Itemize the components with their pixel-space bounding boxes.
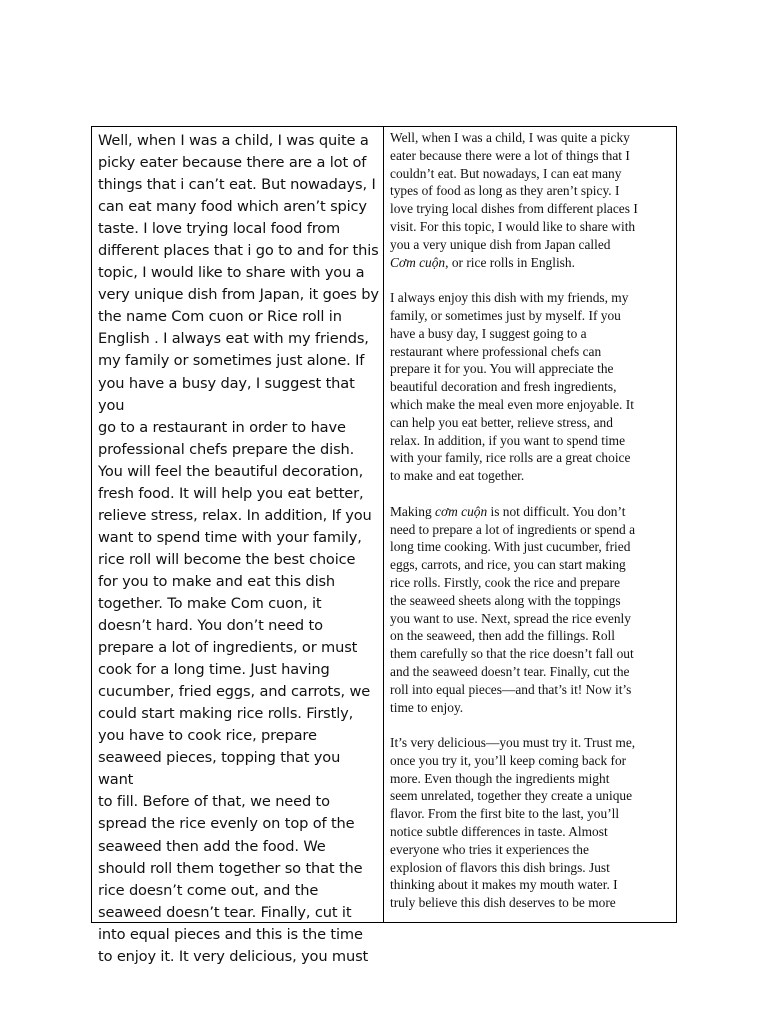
revised-p3-text-start: Making — [390, 503, 436, 519]
revised-p3-dish-name: cơm cuộn — [435, 503, 488, 519]
comparison-table — [91, 126, 677, 965]
revised-paragraph-3 — [390, 503, 671, 717]
revised-p1-text-end: , or rice rolls in English. — [445, 254, 575, 270]
revised-paragraph-2: I always enjoy this dish with my friends, my family, or sometimes just by myself. If you have a busy day, I suggest going to a restaurant where professional chefs can prepare it for you. You will appreciate the beautiful decoration and fresh ingredients, which make the meal even more enjoyable. It can help you eat better, relieve stress, and relax. In addition, if you want to spend time with your family, rice rolls are a great choice to make and eat together. — [390, 290, 634, 484]
revised-p3-text: is not difficult. You don’t need to prepare a lot of ingredients or spend a long time cooking. With just cucumber, fried eggs, carrots, and rice, you can start making rice rolls. Firstly, cook the rice and prepare the seaweed sheets along with the toppings you want to use. Next, spread the rice evenly on the seaweed, then add the fillings. Roll them carefully so that the rice doesn’t fall out and the seaweed doesn’t tear. Finally, cut the roll into equal pieces—and that’s it! Now it’s time to enjoy. — [390, 503, 636, 715]
revised-p1-dish-name: Cơm cuộn — [390, 254, 446, 270]
revised-text-column — [384, 127, 676, 922]
original-text-column: Well, when I was a child, I was quite a picky eater because there are a lot of things that i can’t eat. But nowadays, I can eat many food which aren’t spicy taste. I love trying local food from different places that i go to and for this topic, I would like to share with you a very unique dish from Japan, it goes by the name Com cuon or Rice roll in English . I always eat with my friends, my family or sometimes just alone. If you have a busy day, I suggest that you go to a restaurant in order to have professional chefs prepare the dish. You will feel the beautiful decoration, fresh food. It will help you eat better, relieve stress, relax. In addition, If you want to spend time with your family, rice roll will become the best choice for you to make and eat this dish together. To make Com cuon, it doesn’t hard. You don’t need to prepare a lot of ingredients, or must cook for a long time. Just having cucumber, fried eggs, and carrots, we could start making rice rolls. Firstly, you have to cook rice, prepare seaweed pieces, topping that you want to fill. Before of that, we need to spread the rice evenly on top of the seaweed then add the food. We should roll them together so that the rice doesn’t come out, and the seaweed doesn’t tear. Finally, cut it into equal pieces and this is the time to enjoy it. It very delicious, you must — [92, 127, 384, 922]
revised-paragraph-4: It’s very delicious—you must try it. Trust me, once you try it, you’ll keep coming back for more. Even though the ingredients might seem unrelated, together they create a unique flavor. From the first bite to the last, you’ll notice subtle differences in taste. Almost everyone who tries it experiences the explosion of flavors this dish brings. Just thinking about it makes my mouth water. I truly believe this dish deserves to be more — [390, 735, 636, 911]
revised-p1-text: Well, when I was a child, I was quite a picky eater because there were a lot of things that I couldn’t eat. But nowadays, I can eat many types of food as long as they aren’t spicy. I love trying local dishes from different places I visit. For this topic, I would like to share with you a very unique dish from Japan called — [390, 130, 638, 252]
revised-paragraph-1 — [390, 129, 671, 271]
